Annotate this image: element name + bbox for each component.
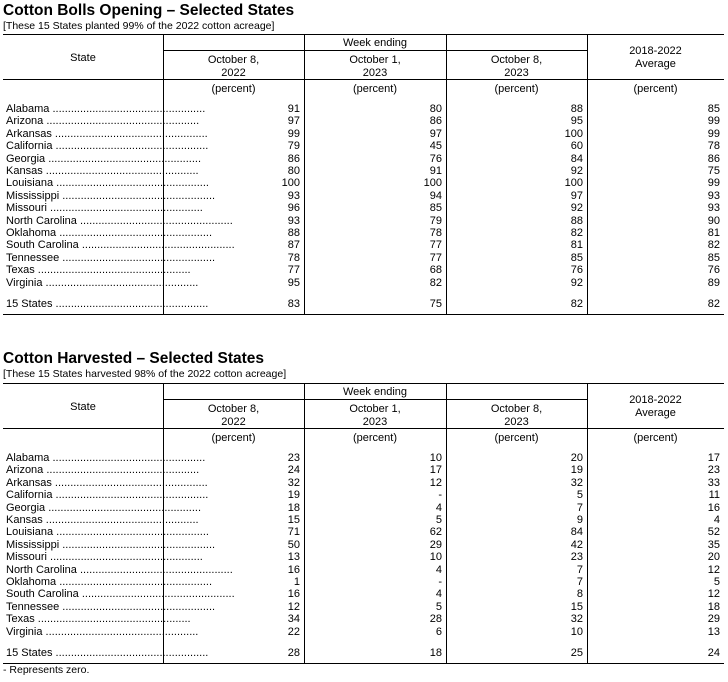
table-row [3, 227, 724, 239]
value-cell: - [438, 576, 442, 588]
state-name: 15 States .................................................. [6, 647, 209, 659]
table-row [3, 202, 724, 214]
week-ending-header: Week ending [342, 386, 407, 398]
value-cell: 82 [707, 298, 720, 310]
table-title: Cotton Bolls Opening – Selected States [3, 2, 295, 19]
value-cell: 19 [287, 489, 300, 502]
value-cell: 77 [429, 251, 442, 264]
value-cell: 23 [707, 464, 720, 477]
value-cell: 28 [287, 647, 300, 659]
value-cell: 92 [570, 165, 583, 177]
average-header: 2018-2022 Average [629, 45, 682, 70]
value-cell: 82 [429, 276, 442, 289]
value-cell: 45 [429, 140, 442, 153]
value-cell: 91 [429, 165, 442, 177]
value-cell: 79 [429, 214, 442, 227]
value-cell: 81 [570, 239, 583, 252]
value-cell: 76 [429, 152, 442, 165]
table-row [3, 588, 724, 600]
value-cell: 9 [576, 514, 583, 526]
value-cell: 12 [429, 476, 442, 489]
state-name: Mississippi .................................................. [6, 538, 216, 551]
value-cell: 24 [287, 464, 300, 477]
unit-label: (percent) [494, 83, 539, 95]
state-name: Virginia .................................................. [6, 625, 199, 638]
value-cell: 62 [429, 526, 442, 539]
table-row [3, 239, 724, 251]
value-cell: 33 [707, 476, 720, 489]
value-cell: 7 [576, 501, 583, 514]
table-row [3, 153, 724, 165]
state-name: Mississippi .................................................. [6, 189, 216, 202]
table-row [3, 613, 724, 625]
value-cell: 23 [287, 452, 300, 464]
value-cell: 20 [570, 452, 583, 464]
state-name: North Carolina .................................................. [6, 563, 233, 576]
value-cell: 85 [570, 251, 583, 264]
value-cell: 97 [570, 189, 583, 202]
value-cell: 18 [429, 647, 442, 659]
value-cell: 22 [287, 625, 300, 638]
bolls-opening-table [3, 34, 724, 315]
value-cell: 90 [707, 214, 720, 227]
value-cell: 99 [287, 127, 300, 140]
value-cell: 10 [429, 551, 442, 564]
value-cell: 97 [287, 115, 300, 128]
average-header: 2018-2022 Average [629, 394, 682, 419]
state-name: Arkansas .................................................. [6, 476, 208, 489]
value-cell: 32 [287, 476, 300, 489]
value-cell: 35 [707, 538, 720, 551]
value-cell: 32 [570, 476, 583, 489]
value-cell: 93 [707, 202, 720, 215]
unit-label: (percent) [211, 432, 256, 444]
value-cell: 77 [287, 264, 300, 277]
value-cell: 78 [707, 140, 720, 153]
value-cell: 42 [570, 538, 583, 551]
table-row [3, 539, 724, 551]
value-cell: 85 [707, 103, 720, 115]
value-cell: 85 [707, 251, 720, 264]
value-cell: 4 [435, 501, 442, 514]
week-ending-rule [163, 399, 587, 400]
value-cell: 4 [435, 563, 442, 576]
value-cell: 84 [570, 526, 583, 539]
value-cell: 75 [429, 298, 442, 310]
table-row [3, 215, 724, 227]
value-cell: 80 [429, 103, 442, 115]
value-cell: 68 [429, 264, 442, 277]
table-row [3, 177, 724, 189]
table-row [3, 190, 724, 202]
unit-label: (percent) [633, 83, 678, 95]
value-cell: 83 [287, 298, 300, 310]
unit-label: (percent) [352, 432, 398, 444]
value-cell: 93 [287, 214, 300, 227]
state-name: Missouri .................................................. [6, 202, 203, 215]
state-name: Alabama .................................................. [6, 103, 206, 115]
table-row [3, 103, 724, 115]
state-header: State [70, 401, 96, 413]
value-cell: 100 [281, 177, 300, 190]
value-cell: 7 [576, 576, 583, 588]
value-cell: 99 [707, 127, 720, 140]
value-cell: 7 [576, 563, 583, 576]
value-cell: 17 [429, 464, 442, 477]
table-row [3, 576, 724, 588]
state-name: California .................................................. [6, 489, 209, 502]
table-row [3, 514, 724, 526]
value-cell: 78 [429, 227, 442, 239]
value-cell: 4 [435, 588, 442, 601]
value-cell: 28 [429, 613, 442, 626]
total-row [3, 298, 724, 310]
value-cell: 93 [287, 189, 300, 202]
state-name: Virginia .................................................. [6, 276, 199, 289]
state-name: North Carolina .................................................. [6, 214, 233, 227]
value-cell: 34 [287, 613, 300, 626]
value-cell: 99 [707, 115, 720, 128]
value-cell: 8 [576, 588, 583, 601]
value-cell: 29 [429, 538, 442, 551]
state-name: Georgia .................................................. [6, 152, 202, 165]
value-cell: 89 [707, 276, 720, 289]
state-name: Kansas .................................................. [6, 514, 199, 526]
unit-label: (percent) [494, 432, 539, 444]
value-cell: 13 [287, 551, 300, 564]
value-cell: 60 [570, 140, 583, 153]
value-cell: 76 [570, 264, 583, 277]
table-row [3, 264, 724, 276]
value-cell: 5 [576, 489, 583, 502]
value-cell: 75 [707, 165, 720, 177]
harvested-table [3, 383, 724, 664]
table-row [3, 551, 724, 563]
value-cell: 88 [570, 214, 583, 227]
value-cell: 18 [287, 501, 300, 514]
state-name: Louisiana .................................................. [6, 526, 209, 539]
value-cell: 25 [570, 647, 583, 659]
value-cell: 94 [429, 189, 442, 202]
state-name: California .................................................. [6, 140, 209, 153]
unit-label: (percent) [211, 83, 256, 95]
state-name: South Carolina .................................................. [6, 588, 235, 601]
value-cell: 100 [423, 177, 442, 190]
table-row [3, 252, 724, 264]
value-cell: 92 [570, 276, 583, 289]
value-cell: 95 [287, 276, 300, 289]
state-name: Oklahoma .................................................. [6, 576, 213, 588]
state-name: Tennessee .................................................. [6, 251, 216, 264]
state-name: South Carolina .................................................. [6, 239, 235, 252]
value-cell: 29 [707, 613, 720, 626]
state-name: Missouri .................................................. [6, 551, 203, 564]
value-cell: 82 [707, 239, 720, 252]
table-row [3, 452, 724, 464]
state-name: Arizona .................................................. [6, 115, 200, 128]
total-row [3, 647, 724, 659]
value-cell: 86 [707, 152, 720, 165]
value-cell: 100 [564, 177, 583, 190]
table-row [3, 601, 724, 613]
value-cell: 88 [570, 103, 583, 115]
value-cell: 18 [707, 600, 720, 613]
value-cell: 24 [707, 647, 720, 659]
value-cell: 5 [435, 600, 442, 613]
value-cell: 76 [707, 264, 720, 277]
value-cell: 5 [713, 576, 720, 588]
footnote: - Represents zero. [3, 664, 90, 676]
table-row [3, 165, 724, 177]
table-row [3, 526, 724, 538]
value-cell: 15 [570, 600, 583, 613]
value-cell: 20 [707, 551, 720, 564]
table-row [3, 626, 724, 638]
state-name: Alabama .................................................. [6, 452, 206, 464]
table-subtitle: [These 15 States planted 99% of the 2022 cotton acreage] [3, 20, 275, 32]
column-header: October 8, 2023 [490, 54, 543, 79]
value-cell: 87 [287, 239, 300, 252]
state-name: Georgia .................................................. [6, 501, 202, 514]
unit-label: (percent) [633, 432, 678, 444]
value-cell: 88 [287, 227, 300, 239]
value-cell: 95 [570, 115, 583, 128]
value-cell: 84 [570, 152, 583, 165]
column-header: October 1, 2023 [349, 54, 401, 79]
value-cell: 77 [429, 239, 442, 252]
value-cell: 50 [287, 538, 300, 551]
value-cell: 86 [287, 152, 300, 165]
value-cell: 97 [429, 127, 442, 140]
value-cell: 12 [287, 600, 300, 613]
value-cell: 82 [570, 227, 583, 239]
value-cell: 96 [287, 202, 300, 215]
value-cell: 11 [708, 489, 720, 502]
value-cell: 86 [429, 115, 442, 128]
table-row [3, 464, 724, 476]
value-cell: 79 [287, 140, 300, 153]
value-cell: 5 [435, 514, 442, 526]
column-header: October 8, 2022 [207, 403, 260, 428]
value-cell: 6 [435, 625, 442, 638]
table-row [3, 502, 724, 514]
unit-label: (percent) [352, 83, 398, 95]
value-cell: 19 [570, 464, 583, 477]
state-name: Texas .................................................. [6, 613, 191, 626]
table-row [3, 277, 724, 289]
value-cell: - [438, 489, 442, 502]
value-cell: 1 [293, 576, 300, 588]
state-name: Kansas .................................................. [6, 165, 199, 177]
state-name: Arkansas .................................................. [6, 127, 208, 140]
value-cell: 16 [287, 563, 300, 576]
value-cell: 12 [707, 588, 720, 601]
table-row [3, 115, 724, 127]
value-cell: 92 [570, 202, 583, 215]
value-cell: 16 [287, 588, 300, 601]
value-cell: 81 [707, 227, 720, 239]
table-row [3, 477, 724, 489]
week-ending-header: Week ending [342, 37, 407, 49]
value-cell: 52 [707, 526, 720, 539]
value-cell: 23 [570, 551, 583, 564]
value-cell: 13 [707, 625, 720, 638]
table-row [3, 128, 724, 140]
value-cell: 15 [287, 514, 300, 526]
value-cell: 12 [707, 563, 720, 576]
value-cell: 91 [287, 103, 300, 115]
value-cell: 80 [287, 165, 300, 177]
table-subtitle: [These 15 States harvested 98% of the 2022 cotton acreage] [3, 368, 287, 380]
value-cell: 99 [707, 177, 720, 190]
table-row [3, 140, 724, 152]
state-name: Oklahoma .................................................. [6, 227, 213, 239]
value-cell: 10 [570, 625, 583, 638]
table-title: Cotton Harvested – Selected States [3, 350, 265, 367]
column-header: October 8, 2022 [207, 54, 260, 79]
state-name: 15 States .................................................. [6, 298, 209, 310]
value-cell: 32 [570, 613, 583, 626]
state-name: Texas .................................................. [6, 264, 191, 277]
value-cell: 78 [287, 251, 300, 264]
table-row [3, 489, 724, 501]
value-cell: 82 [570, 298, 583, 310]
state-name: Louisiana .................................................. [6, 177, 209, 190]
state-header: State [70, 52, 96, 64]
value-cell: 4 [713, 514, 720, 526]
table-row [3, 564, 724, 576]
value-cell: 17 [707, 452, 720, 464]
week-ending-rule [163, 50, 587, 51]
value-cell: 10 [429, 452, 442, 464]
value-cell: 100 [564, 127, 583, 140]
column-header: October 1, 2023 [349, 403, 401, 428]
value-cell: 85 [429, 202, 442, 215]
value-cell: 16 [707, 501, 720, 514]
state-name: Tennessee .................................................. [6, 600, 216, 613]
value-cell: 93 [707, 189, 720, 202]
value-cell: 71 [287, 526, 300, 539]
column-header: October 8, 2023 [490, 403, 543, 428]
state-name: Arizona .................................................. [6, 464, 200, 477]
